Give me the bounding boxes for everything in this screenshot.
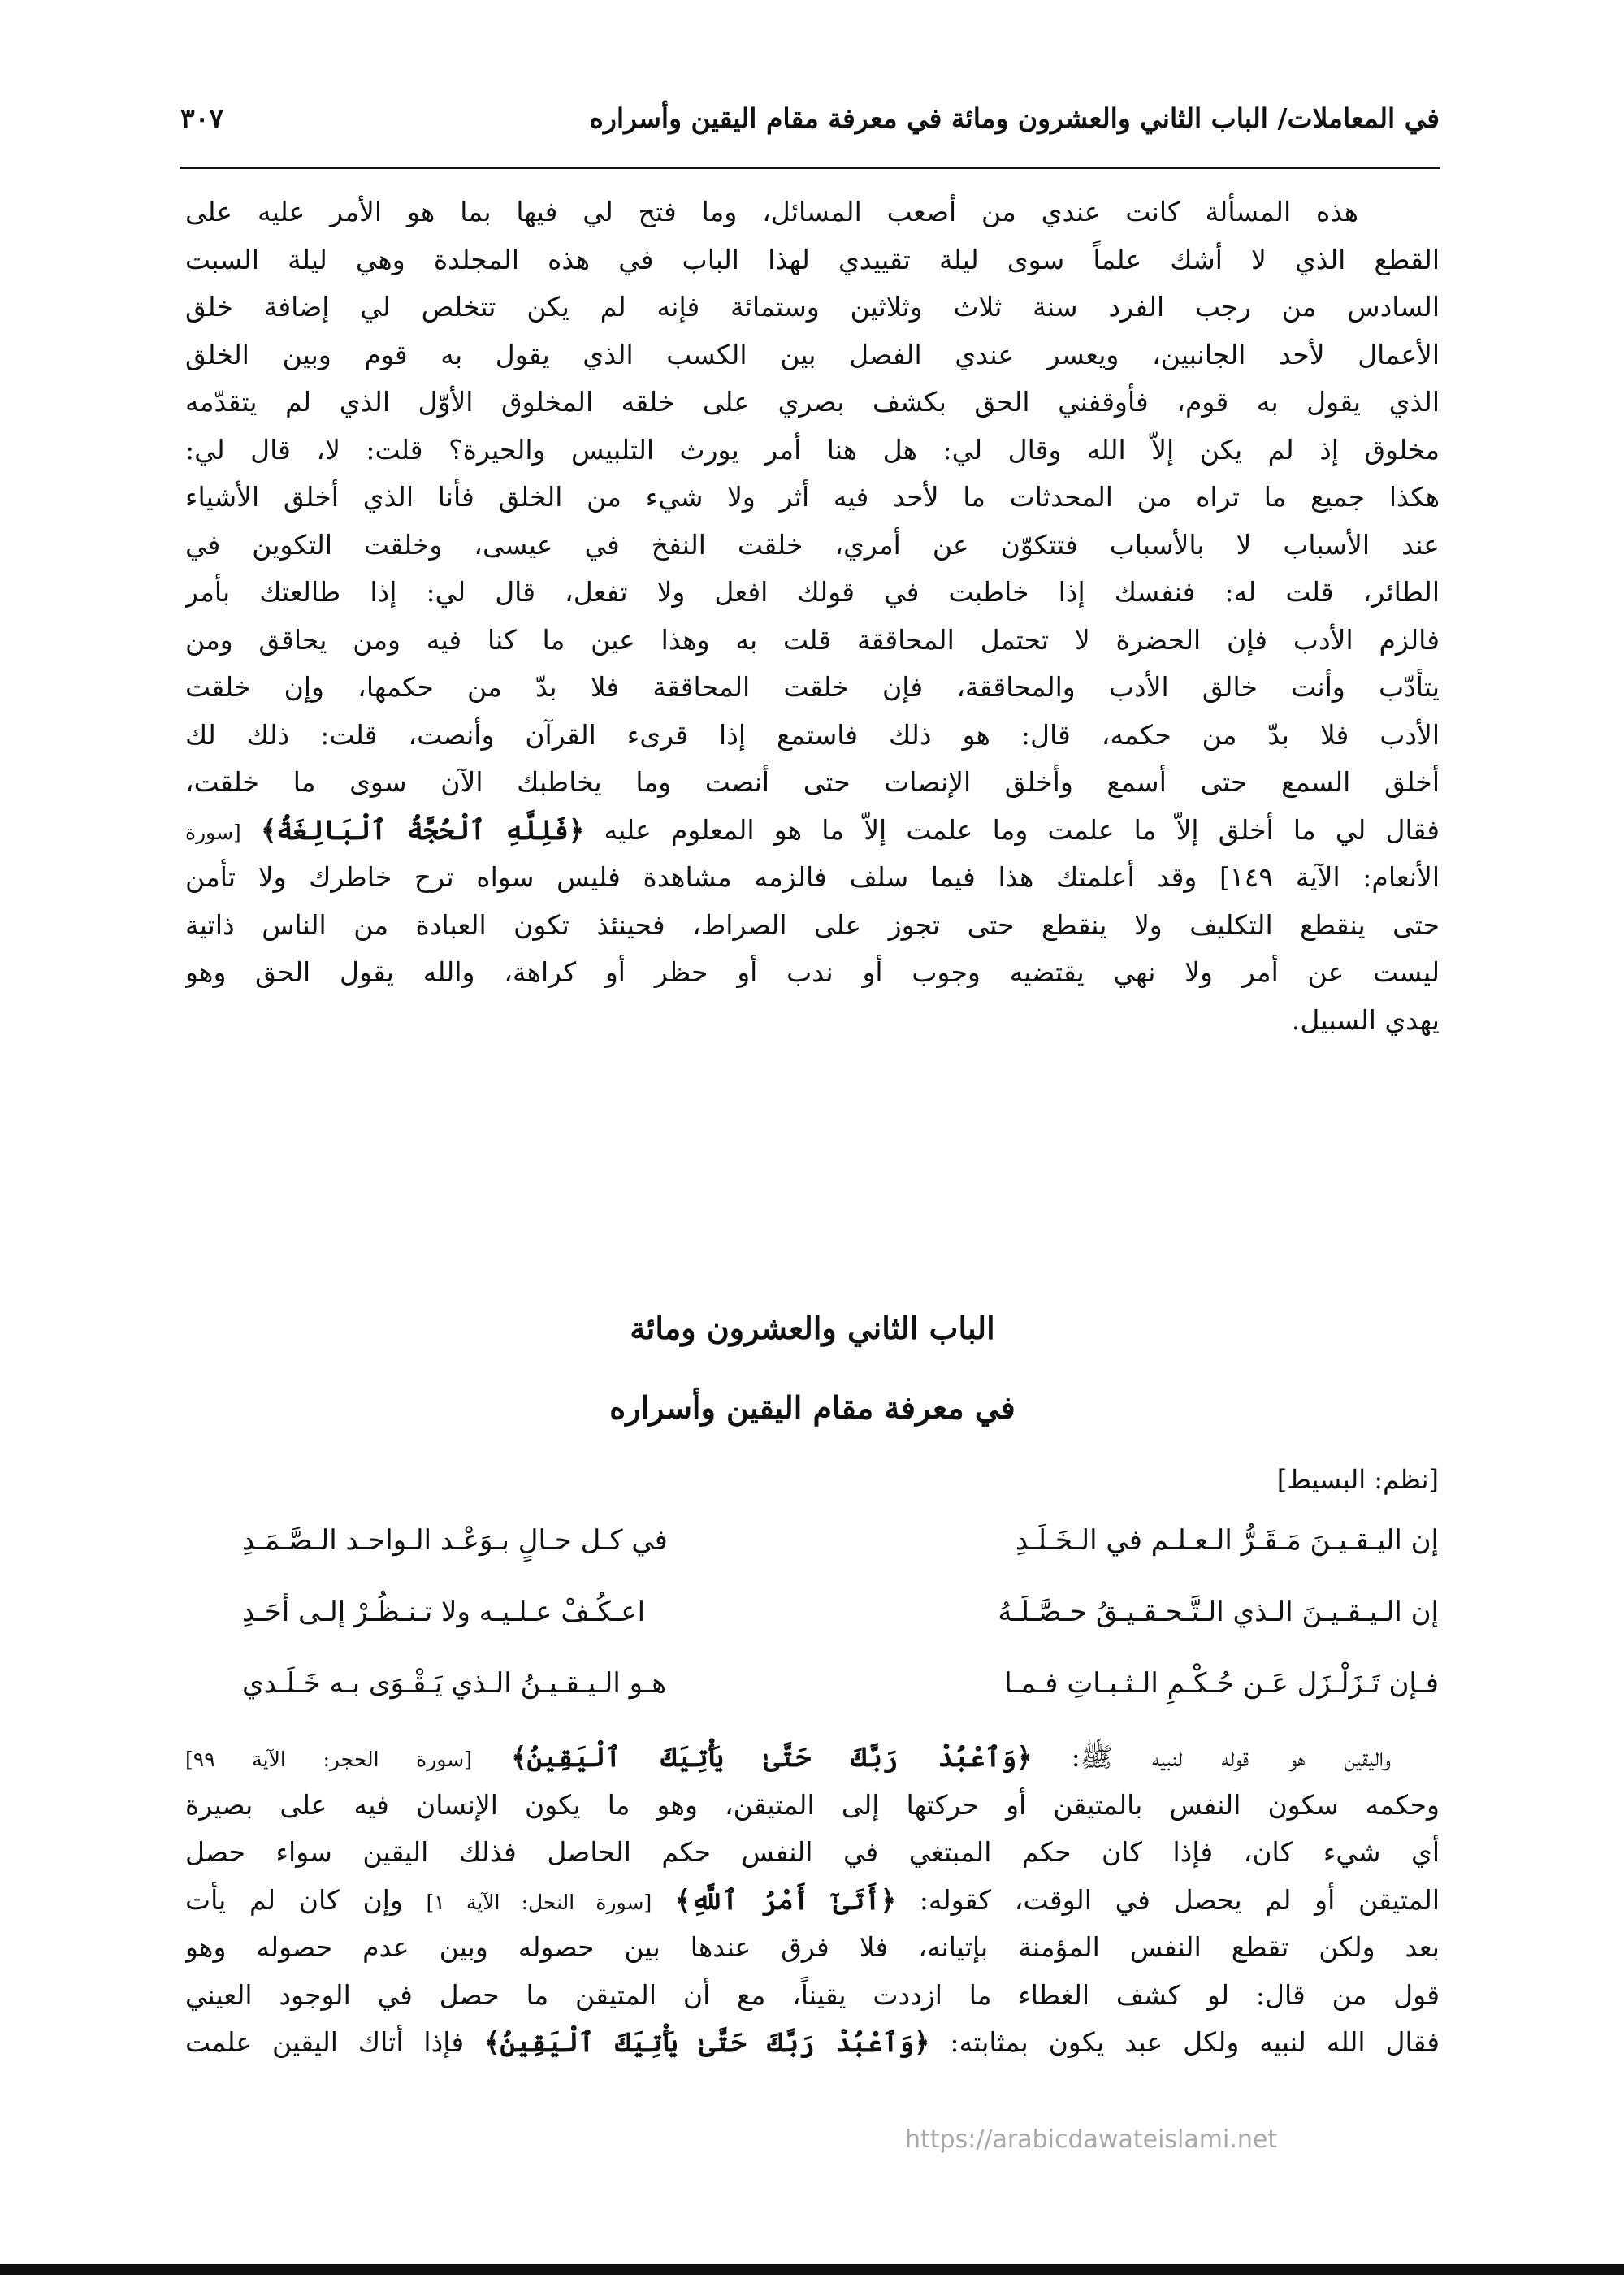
paragraph-2: [185, 1734, 1440, 2067]
quran-quote: ﴿فَلِلَّهِ ٱلْحُجَّةُ ٱلْبَالِغَةُ﴾: [260, 813, 585, 846]
text-line-with-quran: [185, 2019, 1440, 2067]
text-line-with-quran: [185, 1734, 1440, 1782]
text-segment: فقال لي ما أخلق إلاّ ما علمت وما علمت إلاّ ما هو المعلوم عليه: [604, 813, 1440, 846]
scan-bottom-border: [0, 2264, 1624, 2275]
chapter-subtitle: في معرفة مقام اليقين وأسراره: [609, 1389, 1016, 1426]
surah-citation: [سورة الحجر: الآية ٩٩]: [185, 1748, 472, 1771]
paragraph-1: [185, 188, 1440, 1044]
poem-hemistich-right: فـإن تَـزَلْـزَل عَـن حُـكْـمِ الـثـبـاتِ فـمـا: [1004, 1667, 1439, 1700]
text-line: الأنعام: الآية ١٤٩] وقد أعلمتك هذا فيما سلف فالزمه مشاهدة فليس سواه ترح خاطرك ولا تأمن: [185, 861, 1440, 893]
quran-quote: ﴿أَتَىٰٓ أَمْرُ ٱللَّهِ﴾: [674, 1883, 897, 1916]
text-segment: واليقين هو قوله لنبيه ﷺ:: [1071, 1741, 1391, 1773]
text-line: هذه المسألة كانت عندي من أصعب المسائل، وما فتح لي فيها بما هو الأمر عليه على: [185, 196, 1358, 227]
page-number: ٣٠٧: [180, 102, 224, 134]
poem-hemistich-left: في كـل حـالٍ بـوَعْـد الـواحـد الـصَّـمَـدِ: [242, 1524, 668, 1557]
poem-hemistich-left: هـو الـيـقـيـنُ الـذي يَـقْـوَى بـه خَـلَـدي: [242, 1667, 667, 1700]
page-header: [180, 96, 1440, 153]
text-segment: وإن كان لم يأت: [185, 1883, 403, 1916]
poem-hemistich-right: إن الـيـقـيـنَ الـذي الـتَّـحـقـيـقُ حـصَّـلَـهُ: [998, 1596, 1439, 1628]
watermark-url: https://arabicdawateislami.net: [905, 2125, 1278, 2154]
text-line: السادس من رجب الفرد سنة ثلاث وثلاثين وستمائة فإنه لم يكن تتخلص لي إضافة خلق: [185, 291, 1440, 323]
running-title: في المعاملات/ الباب الثاني والعشرون ومائة في معرفة مقام اليقين وأسراره: [589, 102, 1440, 134]
header-divider: [180, 167, 1440, 169]
poem-meter-label: [نظم: البسيط]: [1276, 1464, 1439, 1495]
text-line: بعد ولكن تقطع النفس المؤمنة بإتيانه، فلا فرق عندها بين حصوله وبين عدم حصوله وهو: [185, 1931, 1440, 1963]
text-line: قول من قال: لو كشف الغطاء ما ازددت يقيناً، مع أن المتيقن ما حصل في الوجود العيني: [185, 1978, 1440, 2011]
text-line: أي شيء كان، فإذا كان حكم المبتغي في النفس حكم الحاصل فذلك اليقين سواء حصل: [185, 1836, 1440, 1868]
poem-hemistich-right: إن اليـقـيـنَ مَـقَـرُّ الـعـلـم في الـخَـلَـدِ: [1015, 1524, 1439, 1557]
text-line: الطائر، قلت له: فنفسك إذا خاطبت في قولك افعل ولا تفعل، قال لي: إذا طالعتك بأمر: [185, 576, 1440, 608]
text-line: هكذا جميع ما تراه من المحدثات ما لأحد فيه أثر ولا شيء من الخلق فأنا الذي أخلق الأشياء: [185, 481, 1440, 513]
chapter-title: الباب الثاني والعشرون ومائة: [630, 1310, 995, 1346]
text-line: فالزم الأدب فإن الحضرة لا تحتمل المحاققة قلت به وهذا عين ما كنا فيه ومن يحاقق ومن: [185, 623, 1440, 656]
text-line: الأدب فلا بدّ من حكمه، قال: هو ذلك فاستمع إذا قرىء القرآن وأنصت، قلت: ذلك لك: [185, 718, 1440, 751]
text-line: وحكمه سكون النفس بالمتيقن أو حركتها إلى المتيقن، وهو ما يكون الإنسان فيه على بصيرة: [185, 1788, 1440, 1821]
poem-hemistich-left: اعـكُـفْ عـلـيـه ولا تـنـظُـرْ إلـى أحَـدِ: [242, 1596, 646, 1628]
text-segment: فإذا أتاك اليقين علمت: [185, 2026, 465, 2058]
quran-quote: ﴿وَٱعْبُدْ رَبَّكَ حَتَّىٰ يَأْتِيَكَ ٱلْيَقِينُ﴾: [511, 1741, 1033, 1773]
quran-quote: ﴿وَٱعْبُدْ رَبَّكَ حَتَّىٰ يَأْتِيَكَ ٱلْيَقِينُ﴾: [484, 2026, 930, 2058]
text-line-with-quran: [185, 807, 1440, 855]
text-line: ليست عن أمر ولا نهي يقتضيه وجوب أو ندب أو حظر أو كراهة، والله يقول الحق وهو: [185, 956, 1440, 988]
text-line: يتأدّب وأنت خالق الأدب والمحاققة، فإن خلقت المحاققة فلا بدّ من حكمها، وإن خلقت: [185, 671, 1440, 703]
surah-citation: [سورة: [185, 820, 241, 844]
text-line: مخلوق إذ لم يكن إلاّ الله وقال لي: هل هنا أمر يورث التلبيس والحيرة؟ قلت: لا، قال لي:: [185, 433, 1440, 466]
text-line: القطع الذي لا أشك علماً سوى ليلة تقييدي لهذا الباب في هذه المجلدة وهي ليلة السبت: [185, 243, 1440, 275]
surah-citation: [سورة النحل: الآية ١]: [426, 1890, 652, 1914]
text-line: الأعمال لأحد الجانبين، ويعسر عندي الفصل بين الكسب الذي يقول به قوم وبين الخلق: [185, 338, 1440, 370]
text-line: عند الأسباب لا بالأسباب فتتكوّن عن أمري، خلقت النفخ في عيسى، وخلقت التكوين في: [185, 528, 1440, 561]
text-line: يهدي السبيل.: [1291, 1003, 1440, 1036]
text-line: حتى ينقطع التكليف ولا ينقطع حتى تجوز على الصراط، فحينئذ تكون العبادة من الناس ذاتية: [185, 908, 1440, 941]
text-line-with-quran: [185, 1877, 1440, 1925]
text-line: أخلق السمع حتى أسمع وأخلق الإنصات حتى أنصت وما يخاطبك الآن سوى ما خلقت،: [185, 766, 1440, 798]
text-segment: المتيقن أو لم يحصل في الوقت، كقوله:: [919, 1883, 1440, 1916]
text-line: الذي يقول به قوم، فأوقفني الحق بكشف بصري على خلقه المخلوق الأوّل الذي لم يتقدّمه: [185, 386, 1440, 418]
text-segment: فقال الله لنبيه ولكل عبد يكون بمثابته:: [950, 2026, 1440, 2058]
